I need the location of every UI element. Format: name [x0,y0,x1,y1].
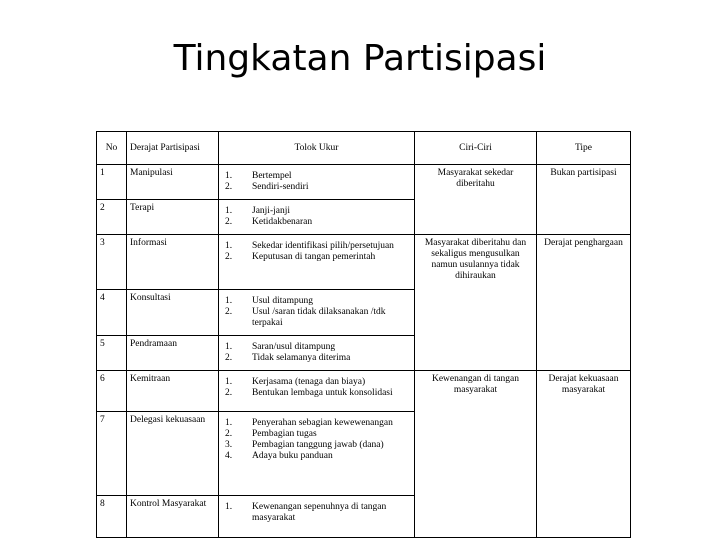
row-tolok [219,412,415,496]
row-no: 4 [97,290,127,336]
row-derajat: Delegasi kekuasaan [127,412,219,496]
row-no: 2 [97,200,127,235]
header-ciri: Ciri-Ciri [415,132,537,165]
participation-table [96,131,631,538]
tolok-item: 2. Bentukan lembaga untuk konsolidasi [225,388,393,398]
ciri-group-1: Masyarakat sekedar diberitahu [415,165,537,235]
row-derajat: Manipulasi [127,165,219,200]
row-no: 1 [97,165,127,200]
ciri-group-3: Kewenangan di tangan masyarakat [415,371,537,538]
row-no: 6 [97,371,127,412]
ciri-group-2: Masyarakat diberitahu dan sekaligus mengusulkan namun usulannya tidak dihiraukan [415,235,537,371]
tolok-item: 4. Adaya buku panduan [225,451,333,461]
table-row [97,371,631,412]
row-derajat: Kontrol Masyarakat [127,496,219,538]
row-tolok [219,165,415,200]
tolok-item: 2. Ketidakbenaran [225,217,313,227]
header-no: No [97,132,127,165]
header-tipe: Tipe [537,132,631,165]
table-row [97,235,631,290]
table-row [97,165,631,200]
tolok-item: 1. Bertempel [225,171,292,181]
row-tolok [219,200,415,235]
tipe-group-1: Bukan partisipasi [537,165,631,235]
tolok-item: 2. Pembagian tugas [225,429,317,439]
tolok-item: 2. Keputusan di tangan pemerintah [225,252,376,262]
row-no: 7 [97,412,127,496]
row-tolok [219,235,415,290]
tolok-item: 1. Sekedar identifikasi pilih/persetujuan [225,241,394,251]
row-derajat: Kemitraan [127,371,219,412]
row-tolok [219,496,415,538]
tolok-item: 2. Sendiri-sendiri [225,182,309,192]
row-derajat: Terapi [127,200,219,235]
row-tolok [219,336,415,371]
tolok-item: 1. Usul ditampung [225,296,313,306]
row-derajat: Informasi [127,235,219,290]
row-no: 8 [97,496,127,538]
row-tolok [219,290,415,336]
row-tolok [219,371,415,412]
header-tolok: Tolok Ukur [219,132,415,165]
tolok-item: 2. Usul /saran tidak dilaksanakan /tdk terpakai [225,307,386,328]
tolok-item: 1. Penyerahan sebagian kewewenangan [225,418,393,428]
row-derajat: Pendramaan [127,336,219,371]
tolok-item: 2. Tidak selamanya diterima [225,353,351,363]
tipe-group-2: Derajat penghargaan [537,235,631,371]
tolok-item: 1. Saran/usul ditampung [225,342,336,352]
tipe-group-3: Derajat kekuasaan masyarakat [537,371,631,538]
tolok-item: 1. Kerjasama (tenaga dan biaya) [225,377,366,387]
header-derajat: Derajat Partisipasi [127,132,219,165]
row-no: 5 [97,336,127,371]
tolok-item: 1. Kewenangan sepenuhnya di tangan masyarakat [225,502,387,523]
row-no: 3 [97,235,127,290]
slide-title: Tingkatan Partisipasi [173,38,547,79]
header-row [97,132,631,165]
tolok-item: 1. Janji-janji [225,206,290,216]
row-derajat: Konsultasi [127,290,219,336]
tolok-item: 3. Pembagian tanggung jawab (dana) [225,440,384,450]
